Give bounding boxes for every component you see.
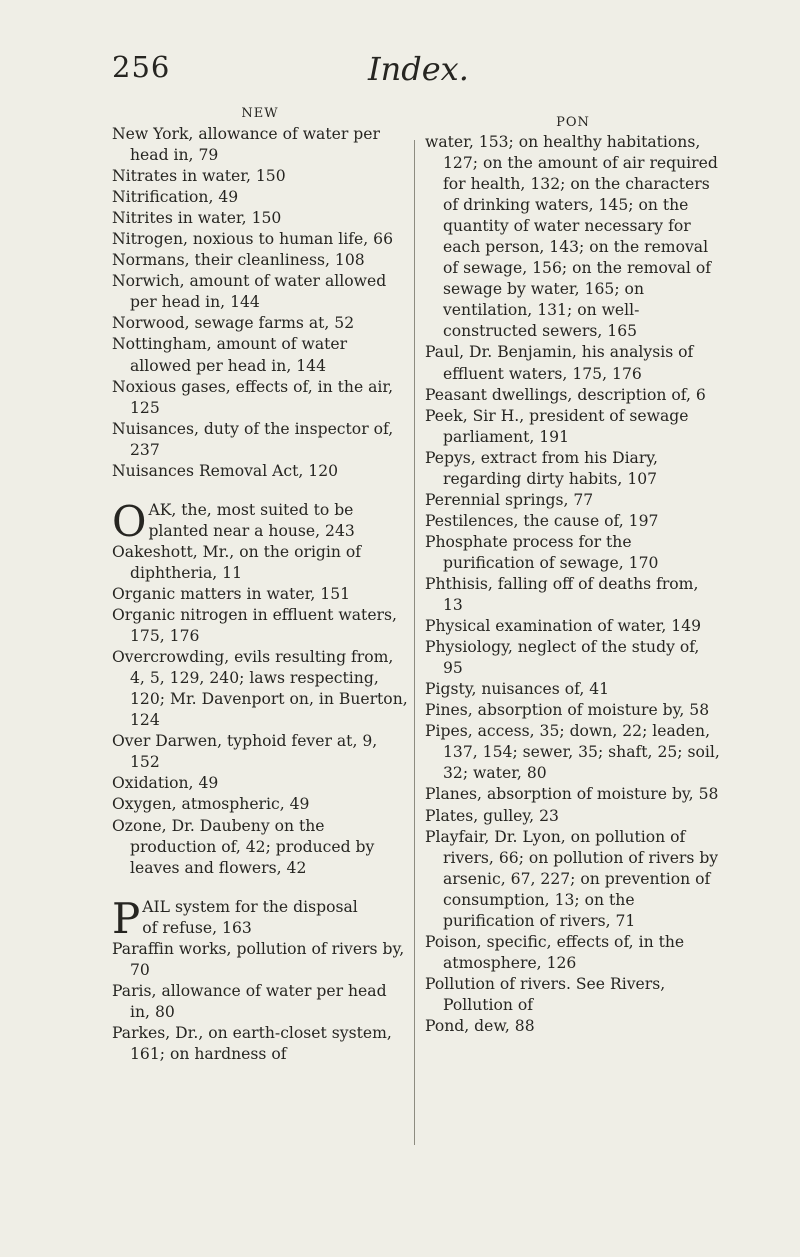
- right-column: [425, 103, 721, 1037]
- index-entry: Peasant dwellings, description of, 6: [425, 385, 706, 404]
- section-p-first-entry: [112, 893, 408, 943]
- index-entry: New York, allowance of water per head in, 79: [112, 125, 380, 165]
- right-guide-word: PON: [556, 115, 590, 130]
- index-entry: Phosphate process for the purification of sewage, 170: [425, 532, 659, 572]
- index-entry: Oxygen, atmospheric, 49: [112, 795, 310, 814]
- index-entry: Planes, absorption of moisture by, 58: [425, 785, 719, 804]
- index-entry: Pestilences, the cause of, 197: [425, 511, 659, 530]
- index-entry: Oakeshott, Mr., on the origin of diphtheria, 11: [112, 542, 362, 582]
- index-entry: Oxidation, 49: [112, 774, 219, 793]
- index-entry: Nitrification, 49: [112, 188, 239, 207]
- column-divider: [414, 140, 415, 1145]
- index-entry: Peek, Sir H., president of sewage parliament, 191: [425, 406, 689, 446]
- index-entry: Plates, gulley, 23: [425, 806, 559, 825]
- index-entry: Nitrates in water, 150: [112, 167, 286, 186]
- index-entry: Pigsty, nuisances of, 41: [425, 680, 610, 699]
- index-entry: Organic nitrogen in effluent waters, 175, 176: [112, 606, 397, 646]
- index-entry: Pines, absorption of moisture by, 58: [425, 701, 710, 720]
- left-column: [112, 103, 408, 1065]
- drop-cap-p: P: [112, 893, 141, 943]
- index-entry: Ozone, Dr. Daubeny on the production of, 42; produced by leaves and flowers, 42: [112, 816, 375, 877]
- index-entry: Nitrogen, noxious to human life, 66: [112, 230, 394, 249]
- index-entry: Nottingham, amount of water allowed per head in, 144: [112, 335, 348, 375]
- index-entry: Phthisis, falling off of deaths from, 13: [425, 574, 699, 615]
- left-guide-word: NEW: [241, 106, 279, 121]
- index-entry: Playfair, Dr. Lyon, on pollution of rivers, 66; on pollution of rivers by arsenic, 67, 227; on prevention of consumption, 13; on the purification of rivers, 71: [425, 827, 719, 930]
- left-entries-o: [112, 542, 408, 879]
- index-entry: Pipes, access, 35; down, 22; leaden, 137, 154; sewer, 35; shaft, 25; soil, 32; water, 80: [425, 722, 720, 783]
- index-entry: Poison, specific, effects of, in the atmosphere, 126: [425, 932, 685, 972]
- page-header: [112, 50, 672, 100]
- index-entry: Paraffin works, pollution of rivers by, 70: [112, 939, 405, 979]
- index-entry: Physical examination of water, 149: [425, 617, 702, 636]
- index-entry: Normans, their cleanliness, 108: [112, 251, 365, 270]
- index-entry: Pepys, extract from his Diary, regarding dirty habits, 107: [425, 448, 659, 488]
- left-entries-n: [112, 124, 408, 482]
- index-entry: Paul, Dr. Benjamin, his analysis of effluent waters, 175, 176: [425, 343, 694, 383]
- index-entry: Perennial springs, 77: [425, 490, 594, 509]
- section-o-first-cont: planted near a house, 243: [148, 521, 355, 540]
- page-number: 256: [112, 50, 171, 84]
- index-entry: Parkes, Dr., on earth-closet system, 161; on hardness of: [112, 1023, 392, 1063]
- right-entries: [425, 132, 721, 1037]
- drop-cap-o: O: [112, 496, 147, 546]
- index-entry: Paris, allowance of water per head in, 80: [112, 981, 387, 1021]
- index-entry: Nuisances, duty of the inspector of, 237: [112, 419, 394, 459]
- index-entry: Organic matters in water, 151: [112, 584, 351, 603]
- index-entry: Over Darwen, typhoid fever at, 9, 152: [112, 732, 378, 772]
- index-entry: Nitrites in water, 150: [112, 209, 282, 228]
- index-entry: Overcrowding, evils resulting from, 4, 5, 129, 240; laws respecting, 120; Mr. Davenport on, in Buerton, 124: [112, 648, 408, 730]
- running-head: Index.: [368, 50, 469, 88]
- index-entry: Pond, dew, 88: [425, 1016, 535, 1035]
- index-entry: Noxious gases, effects of, in the air, 125: [112, 377, 394, 417]
- index-entry: Pollution of rivers. See Rivers, Pollution of: [425, 974, 666, 1014]
- section-o-first-line: AK, the, most suited to be: [148, 500, 354, 519]
- index-entry: Norwood, sewage farms at, 52: [112, 314, 355, 333]
- section-gap: [112, 879, 408, 897]
- section-gap: [112, 482, 408, 500]
- index-entry: Nuisances Removal Act, 120: [112, 461, 339, 480]
- index-entry: water, 153; on healthy habitations, 127; on the amount of air required for health, 132; on the characters of drinking waters, 145; on the quantity of water necessary for each person, 143; on the removal of sewage, 156; on the removal of sewage by water, 165; on ventilation, 131; on well-constructed sewers, 165: [425, 133, 718, 341]
- left-entries-p: [112, 939, 408, 1065]
- index-entry: Physiology, neglect of the study of, 95: [425, 638, 700, 678]
- section-o-first-entry: [112, 496, 408, 546]
- section-p-first-cont: of refuse, 163: [142, 918, 252, 937]
- section-p-first-line: AIL system for the disposal: [142, 897, 358, 916]
- index-entry: Norwich, amount of water allowed per head in, 144: [112, 272, 387, 312]
